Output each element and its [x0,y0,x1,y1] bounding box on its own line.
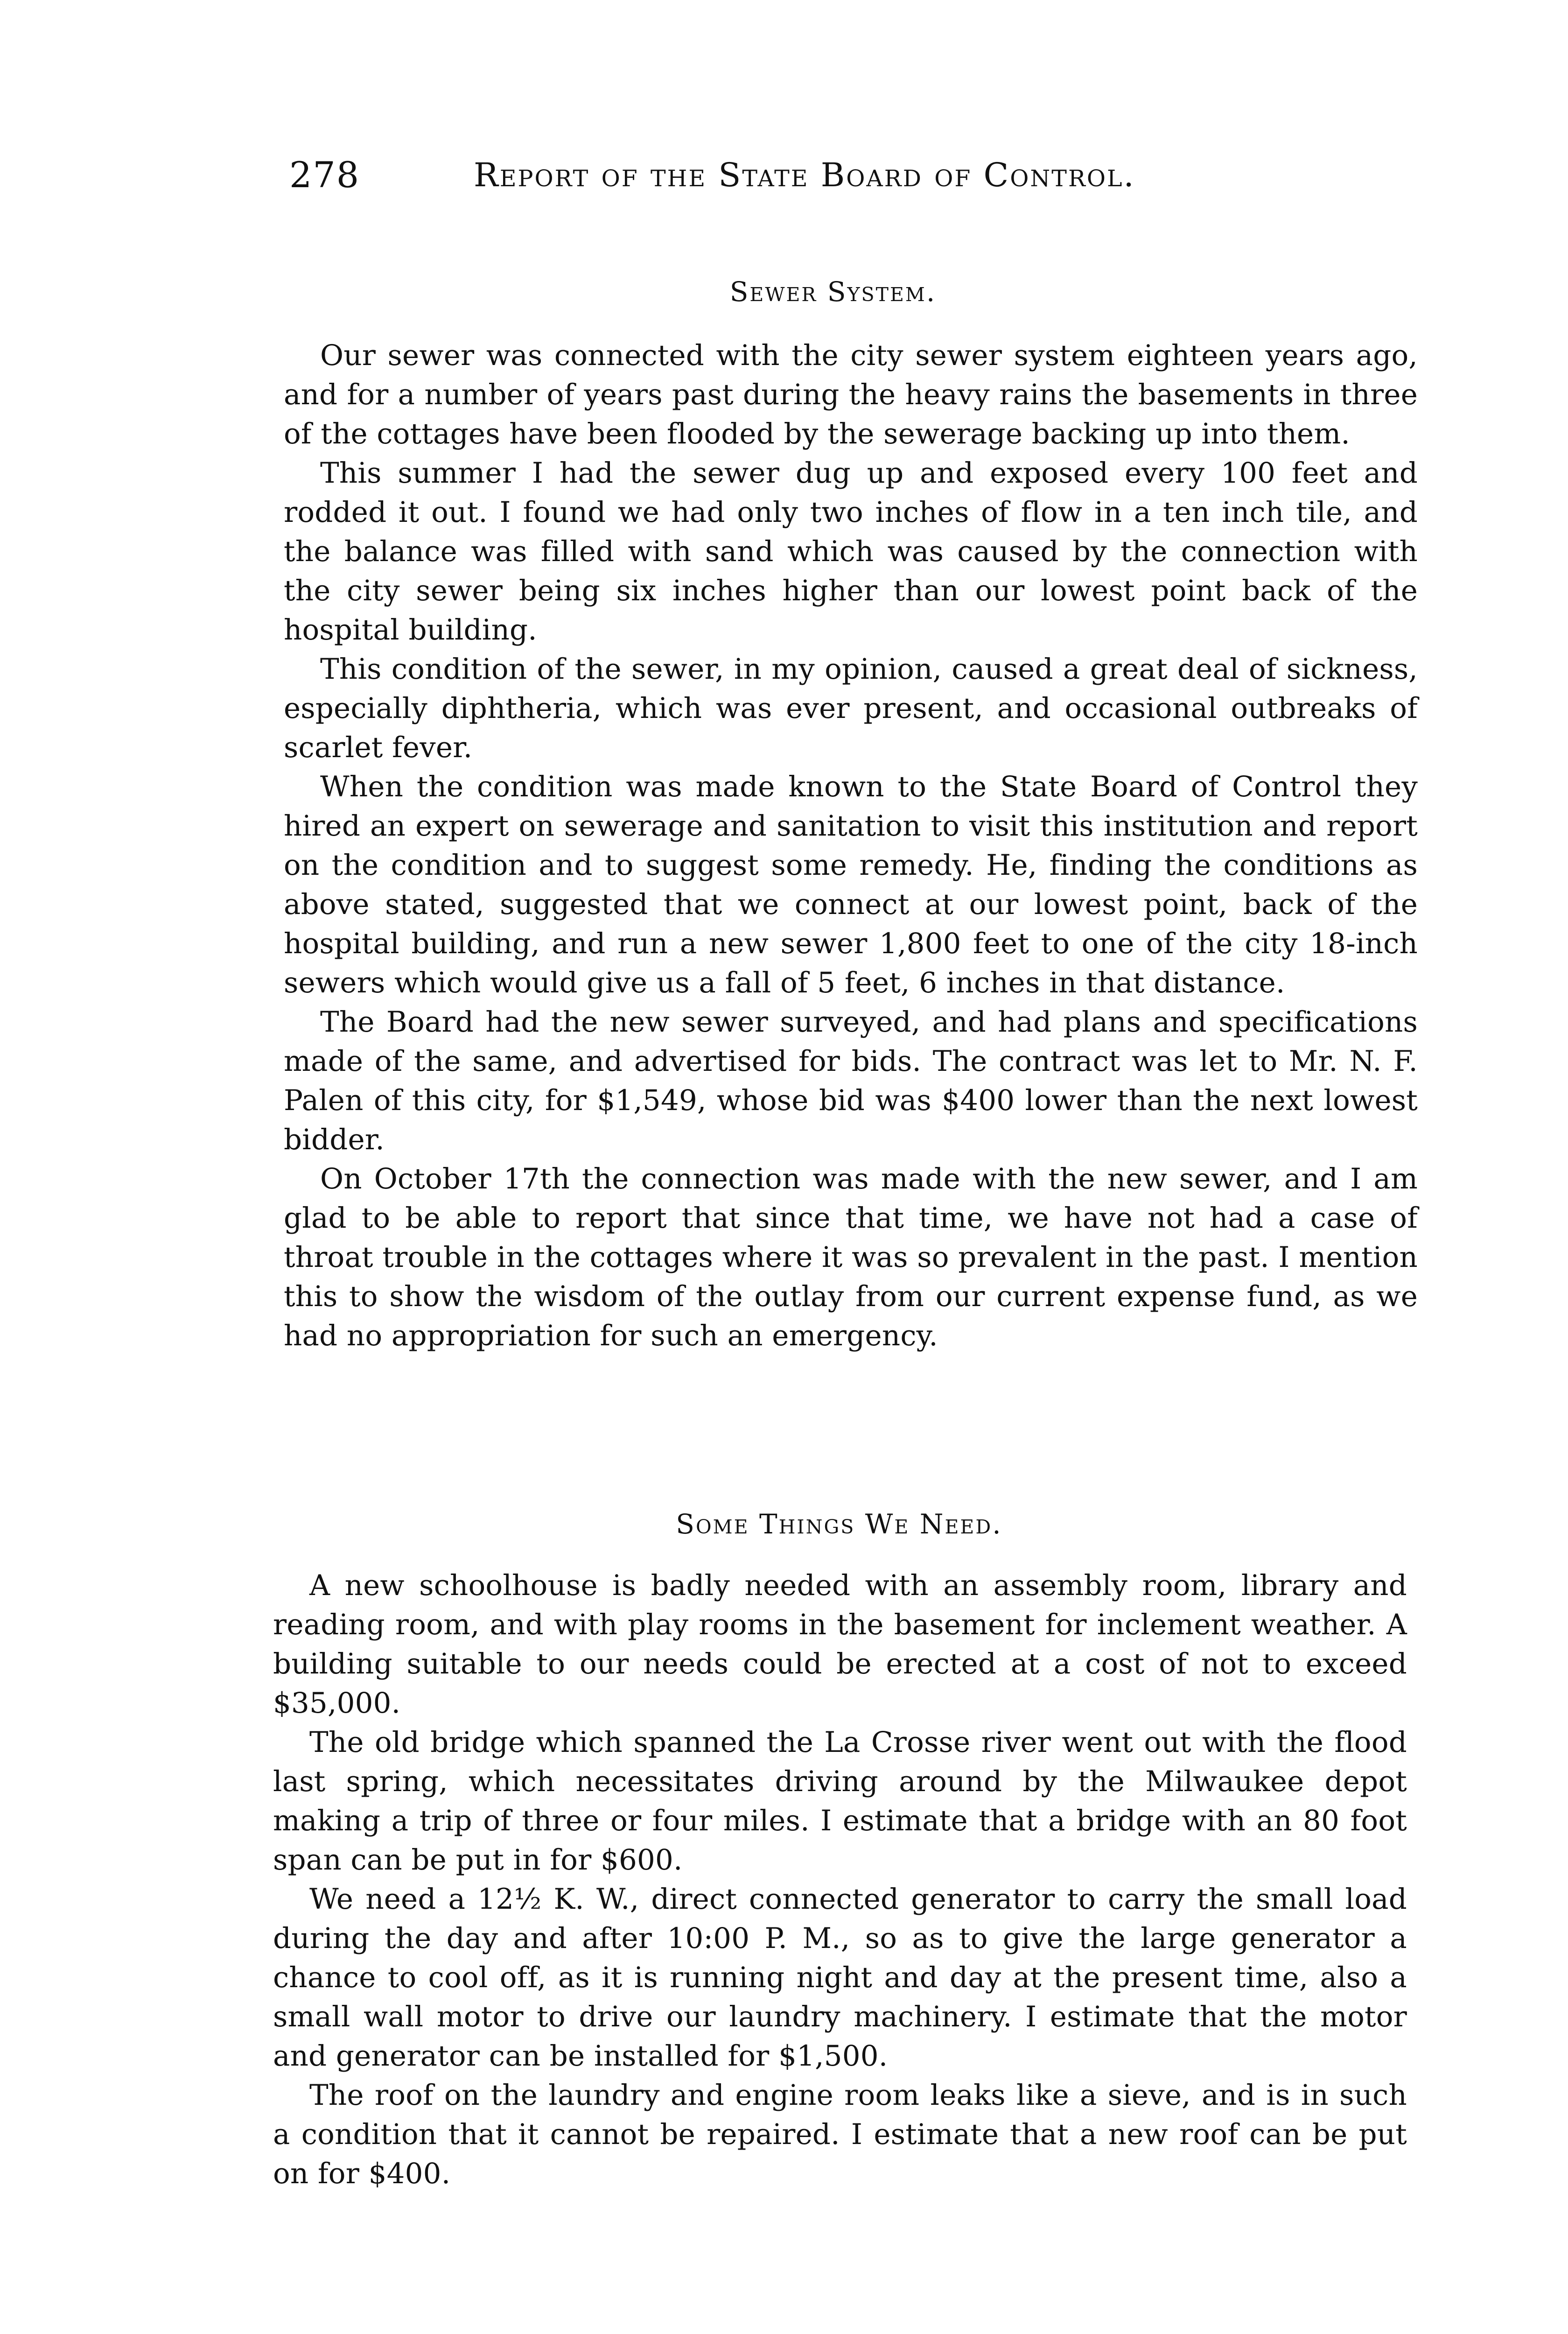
paragraph: This summer I had the sewer dug up and exposed every 100 feet and rodded it out. I found we had only two inches of flow in a ten inch tile, and the balance was filled with sand which was caused by the connection with the city sewer being six inches higher than our lowest point back of the hospital building. [284,457,1418,647]
section-sewer-system [284,336,1418,1356]
paragraph: Our sewer was connected with the city sewer system eighteen years ago, and for a number of years past during the heavy rains the basements in three of the cottages have been flooded by the sewerage backing up into them. [284,339,1418,450]
paragraph: We need a 12½ K. W., direct connected generator to carry the small load during the day and after 10:00 P. M., so as to give the large generator a chance to cool off, as it is running night and day at the present time, also a small wall motor to drive our laundry machinery. I estimate that the motor and generator can be installed for $1,500. [273,1883,1407,2073]
section-heading-sewer-system: Sewer System. [729,276,937,308]
page-number: 278 [289,154,360,196]
paragraph: The old bridge which spanned the La Crosse river went out with the flood last spring, which necessitates driving around by the Milwaukee depot making a trip of three or four miles. I estimate that a bridge with an 80 foot span can be put in for $600. [273,1726,1407,1877]
section-heading-some-things-we-need: Some Things We Need. [676,1508,1002,1540]
paragraph: When the condition was made known to the State Board of Control they hired an expert on sewerage and sanitation to visit this institution and report on the condition and to suggest some remedy. He, finding the conditions as above stated, suggested that we connect at our lowest point, back of the hospital building, and run a new sewer 1,800 feet to one of the city 18-inch sewers which would give us a fall of 5 feet, 6 inches in that distance. [284,770,1418,999]
running-title: Report of the State Board of Control. [474,156,1135,194]
section-some-things-we-need [273,1566,1407,2193]
paragraph: This condition of the sewer, in my opinion, caused a great deal of sickness, especially diphtheria, which was ever present, and occasional outbreaks of scarlet fever. [284,653,1418,764]
paragraph: The roof on the laundry and engine room leaks like a sieve, and is in such a condition that it cannot be repaired. I estimate that a new roof can be put on for $400. [273,2079,1407,2190]
paragraph: The Board had the new sewer surveyed, and had plans and specifications made of the same, and advertised for bids. The contract was let to Mr. N. F. Palen of this city, for $1,549, whose bid was $400 lower than the next lowest bidder. [284,1005,1418,1156]
page-header [289,149,1269,201]
paragraph: On October 17th the connection was made with the new sewer, and I am glad to be able to report that since that time, we have not had a case of throat trouble in the cottages where it was so prevalent in the past. I mention this to show the wisdom of the outlay from our current expense fund, as we had no appropriation for such an emergency. [284,1162,1418,1352]
paragraph: A new schoolhouse is badly needed with an assembly room, library and reading room, and with play rooms in the basement for inclement weather. A building suitable to our needs could be erected at a cost of not to exceed $35,000. [273,1569,1407,1720]
